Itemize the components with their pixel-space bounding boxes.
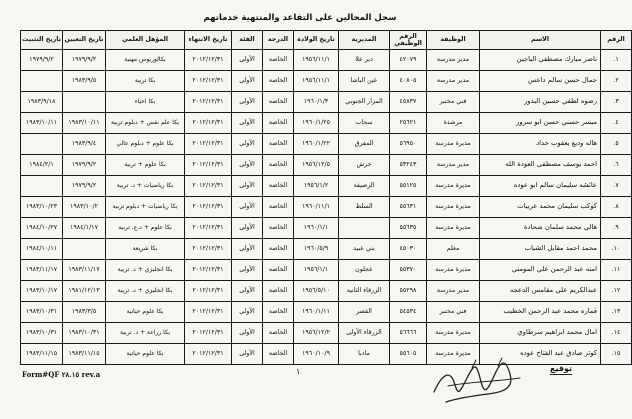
cell-grade: الخاصة: [263, 176, 294, 197]
cell-appointment-date: ١٩٨٣/١٠/١١: [63, 113, 106, 134]
cell-appointment-date: ١٩٨٣/٩/٤: [63, 134, 106, 155]
table-row: [21, 176, 632, 197]
cell-directorate: عين الباشا: [339, 71, 390, 92]
cell-employee-number: ٤٠٨٠٥: [390, 71, 427, 92]
cell-row-number: ١٣.: [601, 302, 632, 323]
cell-category: الأولى: [232, 323, 263, 344]
cell-grade: الخاصة: [263, 239, 294, 260]
cell-category: الأولى: [232, 260, 263, 281]
cell-employee-number: ٥٤٥٣٤: [390, 302, 427, 323]
cell-row-number: ٥.: [601, 134, 632, 155]
cell-end-date: ٢٠١٢/١٢/٣١: [185, 113, 232, 134]
cell-name: هالي محمد سلمان شحادة: [480, 218, 601, 239]
cell-employee-number: ٥٥٢٩٨: [390, 281, 427, 302]
cell-row-number: ٦.: [601, 155, 632, 176]
cell-appointment-date: [63, 239, 106, 260]
cell-directorate: عجلون: [339, 260, 390, 281]
cell-confirmation-date: ١٩٧٩/٩/٢: [21, 50, 63, 71]
cell-row-number: ٨.: [601, 197, 632, 218]
cell-row-number: ١٤.: [601, 323, 632, 344]
column-header-appointment-date: تاريخ التعيين: [63, 31, 106, 50]
cell-employee-number: ٥٥٦٠٥: [390, 344, 427, 365]
cell-confirmation-date: ١٩٨٤/١٠/١١: [21, 239, 63, 260]
cell-confirmation-date: ١٩٨٤/١٠/٢٧: [21, 218, 63, 239]
cell-employee-number: ٥٥١٢٥: [390, 176, 427, 197]
cell-job: مدير مدرسة: [427, 71, 480, 92]
cell-employee-number: ٥٣٢٤٣: [390, 155, 427, 176]
cell-job: مدير مدرسة: [427, 281, 480, 302]
cell-birth-date: ١٩٦٠/٥/٩: [294, 239, 339, 260]
cell-appointment-date: ١٩٨٤/١/١٧: [63, 218, 106, 239]
table-row: [21, 218, 632, 239]
table-body: [21, 50, 632, 365]
cell-appointment-date: ١٩٨٣/٣/٥: [63, 302, 106, 323]
column-header-category: الفئة: [232, 31, 263, 50]
table-header-row: [21, 31, 632, 50]
cell-qualification: بكا علوم + د.ع. تربية: [106, 218, 185, 239]
table-row: [21, 113, 632, 134]
cell-name: جمال حسن سالم داعس: [480, 71, 601, 92]
cell-birth-date: ١٩٦٠/١/١: [294, 218, 339, 239]
cell-directorate: المزار الجنوبي: [339, 92, 390, 113]
cell-grade: الخاصة: [263, 281, 294, 302]
cell-name: هاله وديع يعقوب حداد: [480, 134, 601, 155]
cell-job: فني مختبر: [427, 92, 480, 113]
cell-qualification: بكا تربية: [106, 71, 185, 92]
cell-qualification: بكا احياء: [106, 92, 185, 113]
cell-name: احمد يوسف مصطفى العودة الله: [480, 155, 601, 176]
cell-qualification: بكا علوم حياتية: [106, 302, 185, 323]
cell-grade: الخاصة: [263, 323, 294, 344]
cell-row-number: ٩.: [601, 218, 632, 239]
cell-birth-date: ١٩٦٠/١١/١: [294, 197, 339, 218]
cell-qualification: بكا رياضيات + دبلوم تربية: [106, 197, 185, 218]
cell-end-date: ٢٠١٢/١٢/٣١: [185, 134, 232, 155]
cell-category: الأولى: [232, 50, 263, 71]
cell-confirmation-date: ١٩٨٣/٩/١٨: [21, 92, 63, 113]
cell-appointment-date: ١٩٨٣/١٠/٣١: [63, 323, 106, 344]
cell-birth-date: ١٩٥٦/١٢/٥: [294, 155, 339, 176]
cell-job: مديرة مدرسة: [427, 323, 480, 344]
cell-directorate: مادبا: [339, 344, 390, 365]
cell-employee-number: ٥٥٣٧٠: [390, 260, 427, 281]
cell-name: ميسر حسني حسن ابو سرور: [480, 113, 601, 134]
cell-birth-date: ١٩٥٦/١١/١: [294, 71, 339, 92]
cell-name: رضوه لطفي حسين البدور: [480, 92, 601, 113]
cell-qualification: بكا علوم حياتية: [106, 344, 185, 365]
cell-confirmation-date: ١٩٨٤/٢/١: [21, 155, 63, 176]
cell-category: الأولى: [232, 344, 263, 365]
cell-job: مديرة مدرسة: [427, 344, 480, 365]
cell-directorate: [339, 218, 390, 239]
cell-appointment-date: ١٩٧٩/٩/٢: [63, 155, 106, 176]
cell-row-number: ٧.: [601, 176, 632, 197]
cell-confirmation-date: ١٩٨٣/١٠/٣١: [21, 323, 63, 344]
handwritten-signature: [428, 352, 528, 408]
column-header-end-date: تاريخ الانتهاء: [185, 31, 232, 50]
cell-job: مديرة مدرسة: [427, 134, 480, 155]
cell-category: الأولى: [232, 71, 263, 92]
signature-label: توقيع: [550, 364, 572, 373]
cell-category: الأولى: [232, 113, 263, 134]
cell-appointment-date: ١٩٧٩/٩/٢: [63, 50, 106, 71]
cell-job: مدير مدرسة: [427, 155, 480, 176]
table-row: [21, 92, 632, 113]
cell-end-date: ٢٠١٢/١٢/٣١: [185, 197, 232, 218]
cell-confirmation-date: [21, 176, 63, 197]
cell-appointment-date: [63, 92, 106, 113]
cell-employee-number: ٤٥٠٣٠: [390, 239, 427, 260]
cell-grade: الخاصة: [263, 50, 294, 71]
cell-confirmation-date: ١٩٨٣/١١/١٧: [21, 260, 63, 281]
cell-job: مديرة مدرسة: [427, 176, 480, 197]
cell-birth-date: ١٩٦٠/١/١١: [294, 302, 339, 323]
cell-grade: الخاصة: [263, 155, 294, 176]
cell-grade: الخاصة: [263, 260, 294, 281]
column-header-birth-date: تاريخ الولادة: [294, 31, 339, 50]
cell-confirmation-date: [21, 71, 63, 92]
table-header: [21, 31, 632, 50]
column-header-job: الوظيفة: [427, 31, 480, 50]
cell-name: عائشه سليمان سالم ابو عوده: [480, 176, 601, 197]
column-header-qualification: المؤهل العلمي: [106, 31, 185, 50]
cell-row-number: ٤.: [601, 113, 632, 134]
cell-directorate: دير علا: [339, 50, 390, 71]
cell-directorate: سحاب: [339, 113, 390, 134]
cell-end-date: ٢٠١٢/١٢/٣١: [185, 176, 232, 197]
cell-end-date: ٢٠١٢/١٢/٣١: [185, 302, 232, 323]
cell-name: عبدالكريم علي مقامس الدعجه: [480, 281, 601, 302]
cell-birth-date: ١٩٥٦/١١/١: [294, 50, 339, 71]
column-header-row-number: الرقم: [601, 31, 632, 50]
cell-appointment-date: ١٩٧٩/٩/٢: [63, 176, 106, 197]
cell-employee-number: ٥٥٦٣١: [390, 197, 427, 218]
cell-job: مديرة مدرسة: [427, 197, 480, 218]
cell-directorate: الرصيفة: [339, 176, 390, 197]
table-row: [21, 155, 632, 176]
table-row: [21, 197, 632, 218]
cell-grade: الخاصة: [263, 197, 294, 218]
cell-category: الأولى: [232, 197, 263, 218]
table-row: [21, 71, 632, 92]
column-header-grade: الدرجة: [263, 31, 294, 50]
cell-name: محمد احمد مقابل الشياب: [480, 239, 601, 260]
cell-row-number: ١٠.: [601, 239, 632, 260]
cell-name: ناصر مبارك مصطفى الياجين: [480, 50, 601, 71]
cell-row-number: ١.: [601, 50, 632, 71]
cell-grade: الخاصة: [263, 302, 294, 323]
cell-category: الأولى: [232, 155, 263, 176]
cell-birth-date: ١٩٥٦/١٢/٢: [294, 323, 339, 344]
cell-name: امنه عبد الرحمن علي المومني: [480, 260, 601, 281]
cell-directorate: الزرقاء الثانية: [339, 281, 390, 302]
cell-category: الأولى: [232, 302, 263, 323]
cell-confirmation-date: ١٩٨٣/١٠/١٧: [21, 281, 63, 302]
table-row: [21, 50, 632, 71]
column-header-employee-number: الرقم الوظيفي: [390, 31, 427, 50]
cell-qualification: بكا انجليزي + د. تربية: [106, 260, 185, 281]
cell-birth-date: ١٩٦٠/١/٢٢: [294, 134, 339, 155]
cell-grade: الخاصة: [263, 92, 294, 113]
cell-end-date: ٢٠١٢/١٢/٣١: [185, 155, 232, 176]
cell-confirmation-date: ١٩٨٣/١٠/٢٣: [21, 197, 63, 218]
cell-confirmation-date: ١٩٨٣/١٠/١١: [21, 113, 63, 134]
cell-job: معلم: [427, 239, 480, 260]
cell-end-date: ٢٠١٢/١٢/٣١: [185, 50, 232, 71]
cell-category: الأولى: [232, 92, 263, 113]
cell-end-date: ٢٠١٢/١٢/٣١: [185, 218, 232, 239]
cell-row-number: ١٥.: [601, 344, 632, 365]
cell-grade: الخاصة: [263, 71, 294, 92]
cell-confirmation-date: ١٩٨٣/١١/١٥: [21, 344, 63, 365]
page-number: ١: [296, 367, 301, 376]
table-row: [21, 281, 632, 302]
cell-qualification: بكا زراعة + د. تربية: [106, 323, 185, 344]
cell-end-date: ٢٠١٢/١٢/٣١: [185, 344, 232, 365]
cell-name: قماره محمد عبد الرحمن الخطيب: [480, 302, 601, 323]
cell-directorate: المفرق: [339, 134, 390, 155]
column-header-name: الاسم: [480, 31, 601, 50]
table-row: [21, 344, 632, 365]
cell-end-date: ٢٠١٢/١٢/٣١: [185, 71, 232, 92]
cell-row-number: ٢.: [601, 71, 632, 92]
retirees-table: [20, 30, 632, 365]
cell-directorate: القصر: [339, 302, 390, 323]
cell-job: مرشدة: [427, 113, 480, 134]
table-row: [21, 239, 632, 260]
cell-name: كوثر صادق عبد الفتاح عوده: [480, 344, 601, 365]
cell-directorate: السلط: [339, 197, 390, 218]
cell-job: فني مختبر: [427, 302, 480, 323]
cell-appointment-date: ١٩٨٣/١١/١٥: [63, 344, 106, 365]
table-row: [21, 302, 632, 323]
cell-job: مديرة مدرسة: [427, 260, 480, 281]
cell-row-number: ١١.: [601, 260, 632, 281]
cell-appointment-date: ١٩٨٣/١١/١٧: [63, 260, 106, 281]
cell-birth-date: ١٩٥٦/٥/١٠: [294, 281, 339, 302]
cell-qualification: بكا علم نفس + دبلوم تربية: [106, 113, 185, 134]
cell-birth-date: ١٩٦٠/١/٢٥: [294, 113, 339, 134]
form-code: Form#QF ٢٨.١٥ rev.a: [22, 370, 101, 379]
cell-category: الأولى: [232, 239, 263, 260]
cell-directorate: بني عبيد: [339, 239, 390, 260]
cell-grade: الخاصة: [263, 113, 294, 134]
cell-employee-number: ٥٦٩٥٠: [390, 134, 427, 155]
cell-qualification: بكا علوم + تربية: [106, 155, 185, 176]
cell-qualification: بكالوريوس مهنية: [106, 50, 185, 71]
cell-employee-number: ٤٥٨٣٧: [390, 92, 427, 113]
cell-category: الأولى: [232, 176, 263, 197]
cell-row-number: ١٢.: [601, 281, 632, 302]
cell-appointment-date: ١٩٨٣/١٠/٢: [63, 197, 106, 218]
cell-employee-number: ٥٦٦٦٦: [390, 323, 427, 344]
cell-job: مدير مدرسة: [427, 50, 480, 71]
cell-employee-number: ٤٢٠٧٩: [390, 50, 427, 71]
cell-qualification: بكا رياضيات + د. تربية: [106, 176, 185, 197]
cell-birth-date: ١٩٦٠/١/٣: [294, 92, 339, 113]
cell-birth-date: ١٩٥٦/١/١: [294, 260, 339, 281]
column-header-directorate: المديرية: [339, 31, 390, 50]
cell-qualification: بكا شريعة: [106, 239, 185, 260]
cell-birth-date: ١٩٥٦/١/٢: [294, 176, 339, 197]
cell-employee-number: ٥٥٦٣٥: [390, 218, 427, 239]
cell-directorate: الزرقاء الأولى: [339, 323, 390, 344]
cell-appointment-date: ١٩٨١/١٢/١٣: [63, 281, 106, 302]
cell-name: كوكب سليمان محمد عربيات: [480, 197, 601, 218]
column-header-confirmation-date: تاريخ التثبيت: [21, 31, 63, 50]
cell-birth-date: ١٩٦٠/١٠/٩: [294, 344, 339, 365]
cell-qualification: بكا علوم + دبلوم عالي: [106, 134, 185, 155]
cell-end-date: ٢٠١٢/١٢/٣١: [185, 281, 232, 302]
cell-appointment-date: ١٩٨٣/٩/٥: [63, 71, 106, 92]
cell-confirmation-date: ١٩٨٣/١٠/٣١: [21, 302, 63, 323]
table-row: [21, 260, 632, 281]
cell-job: مديرة مدرسة: [427, 218, 480, 239]
cell-name: امال محمد ابراهيم سرطاوي: [480, 323, 601, 344]
cell-category: الأولى: [232, 134, 263, 155]
cell-row-number: ٣.: [601, 92, 632, 113]
cell-grade: الخاصة: [263, 134, 294, 155]
cell-end-date: ٢٠١٢/١٢/٣١: [185, 239, 232, 260]
cell-confirmation-date: [21, 134, 63, 155]
cell-end-date: ٢٠١٢/١٢/٣١: [185, 92, 232, 113]
cell-grade: الخاصة: [263, 218, 294, 239]
cell-employee-number: ٢٥٦٢١: [390, 113, 427, 134]
table-row: [21, 323, 632, 344]
document-title: سجل المحالين على التقاعد والمنتهية خدماتهم: [203, 13, 397, 23]
cell-category: الأولى: [232, 218, 263, 239]
cell-qualification: بكا انجليزي + د. تربية: [106, 281, 185, 302]
cell-directorate: جرش: [339, 155, 390, 176]
cell-end-date: ٢٠١٢/١٢/٣١: [185, 260, 232, 281]
cell-category: الأولى: [232, 281, 263, 302]
cell-end-date: ٢٠١٢/١٢/٣١: [185, 323, 232, 344]
cell-grade: الخاصة: [263, 344, 294, 365]
table-row: [21, 134, 632, 155]
